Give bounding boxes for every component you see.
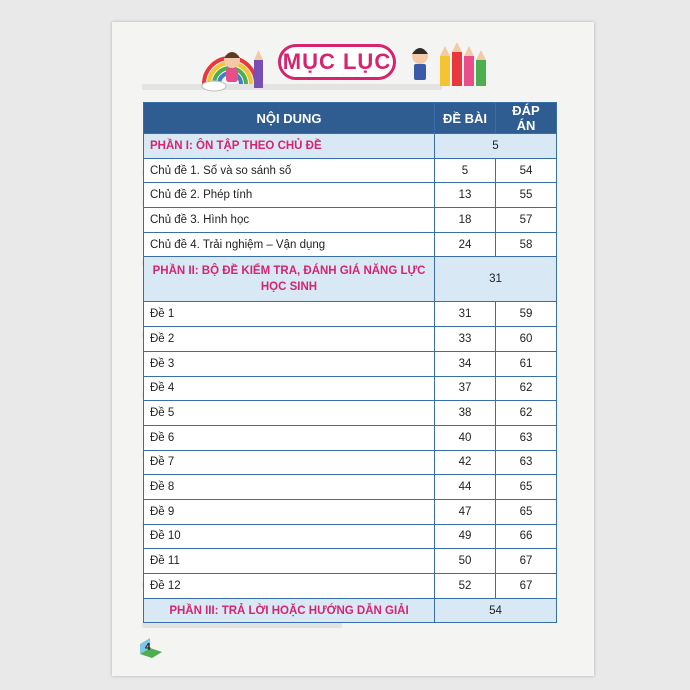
row-label: Chủ đề 4. Trải nghiệm – Vận dụng <box>144 232 435 257</box>
column-header-answer: ĐÁP ÁN <box>496 103 557 134</box>
table-header-row <box>144 103 557 134</box>
table-row <box>144 302 557 327</box>
row-answer: 63 <box>496 450 557 475</box>
row-label: Đề 3 <box>144 351 435 376</box>
column-header-content: NỘI DUNG <box>144 103 435 134</box>
table-row <box>144 574 557 599</box>
table-row <box>144 450 557 475</box>
rainbow-kid-illustration <box>200 40 274 92</box>
section-title: PHẦN III: TRẢ LỜI HOẶC HƯỚNG DẪN GIẢI <box>144 598 435 623</box>
row-exercise: 37 <box>435 376 496 401</box>
table-row <box>144 425 557 450</box>
section-page: 54 <box>435 598 557 623</box>
table-row <box>144 549 557 574</box>
row-answer: 54 <box>496 158 557 183</box>
row-answer: 58 <box>496 232 557 257</box>
table-row <box>144 183 557 208</box>
row-answer: 67 <box>496 574 557 599</box>
row-answer: 62 <box>496 401 557 426</box>
section-row <box>144 257 557 302</box>
section-row <box>144 598 557 623</box>
table-row <box>144 499 557 524</box>
row-exercise: 52 <box>435 574 496 599</box>
contents-table <box>143 102 557 623</box>
row-exercise: 50 <box>435 549 496 574</box>
row-exercise: 42 <box>435 450 496 475</box>
row-label: Đề 10 <box>144 524 435 549</box>
row-exercise: 38 <box>435 401 496 426</box>
row-exercise: 31 <box>435 302 496 327</box>
section-page: 5 <box>435 134 557 159</box>
row-exercise: 49 <box>435 524 496 549</box>
page-number: 4 <box>145 642 151 653</box>
section-title: PHẦN I: ÔN TẬP THEO CHỦ ĐỀ <box>144 134 435 159</box>
row-exercise: 18 <box>435 208 496 233</box>
row-answer: 55 <box>496 183 557 208</box>
pencils-kid-illustration <box>400 38 492 90</box>
row-exercise: 44 <box>435 475 496 500</box>
table-row <box>144 208 557 233</box>
row-label: Đề 6 <box>144 425 435 450</box>
row-label: Đề 2 <box>144 327 435 352</box>
row-label: Chủ đề 1. Số và so sánh số <box>144 158 435 183</box>
table-row <box>144 401 557 426</box>
row-label: Đề 12 <box>144 574 435 599</box>
row-answer: 63 <box>496 425 557 450</box>
row-exercise: 5 <box>435 158 496 183</box>
section-page: 31 <box>435 257 557 302</box>
row-answer: 67 <box>496 549 557 574</box>
table-row <box>144 351 557 376</box>
row-label: Chủ đề 3. Hình học <box>144 208 435 233</box>
row-answer: 60 <box>496 327 557 352</box>
row-label: Đề 1 <box>144 302 435 327</box>
row-exercise: 13 <box>435 183 496 208</box>
page-number-badge <box>138 634 164 660</box>
table-row <box>144 158 557 183</box>
row-exercise: 33 <box>435 327 496 352</box>
row-answer: 66 <box>496 524 557 549</box>
table-row <box>144 376 557 401</box>
row-label: Chủ đề 2. Phép tính <box>144 183 435 208</box>
row-answer: 65 <box>496 499 557 524</box>
table-row <box>144 232 557 257</box>
row-exercise: 40 <box>435 425 496 450</box>
row-answer: 57 <box>496 208 557 233</box>
row-answer: 59 <box>496 302 557 327</box>
table-row <box>144 327 557 352</box>
table-row <box>144 524 557 549</box>
row-label: Đề 8 <box>144 475 435 500</box>
row-exercise: 34 <box>435 351 496 376</box>
row-label: Đề 11 <box>144 549 435 574</box>
row-label: Đề 9 <box>144 499 435 524</box>
section-row <box>144 134 557 159</box>
row-answer: 62 <box>496 376 557 401</box>
row-exercise: 47 <box>435 499 496 524</box>
row-exercise: 24 <box>435 232 496 257</box>
page-title: MỤC LỤC <box>278 44 396 80</box>
row-label: Đề 7 <box>144 450 435 475</box>
column-header-exercise: ĐỀ BÀI <box>435 103 496 134</box>
section-title: PHẦN II: BỘ ĐỀ KIỂM TRA, ĐÁNH GIÁ NĂNG LỰC HỌC SINH <box>144 257 435 302</box>
row-label: Đề 5 <box>144 401 435 426</box>
table-row <box>144 475 557 500</box>
row-answer: 65 <box>496 475 557 500</box>
row-label: Đề 4 <box>144 376 435 401</box>
row-answer: 61 <box>496 351 557 376</box>
